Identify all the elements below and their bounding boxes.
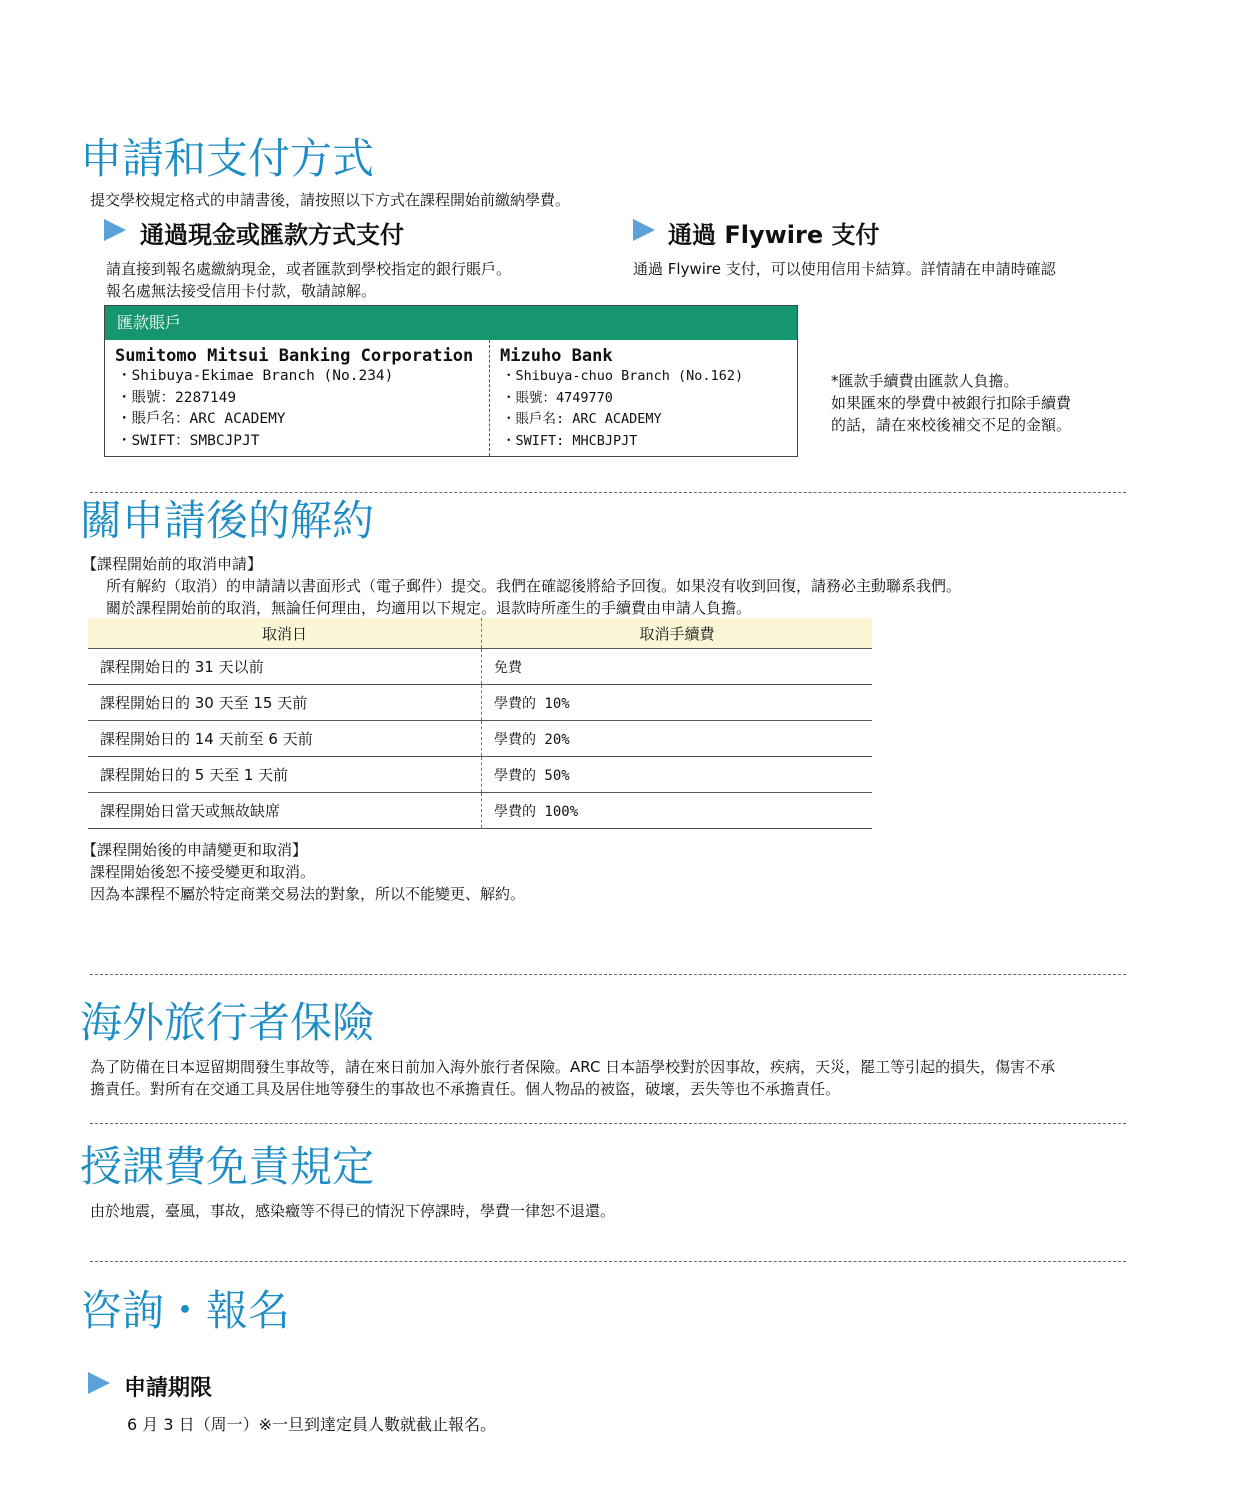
cancel-date-cell: 課程開始日當天或無故缺席	[88, 793, 482, 829]
bank-swift: ・SWIFT: MHCBJPJT	[502, 432, 638, 449]
bank-swift: ・SWIFT：SMBCJPJT	[117, 432, 260, 449]
cancellation-fee-table	[88, 618, 872, 829]
bank-name: Mizuho Bank	[500, 346, 613, 366]
table-row	[88, 721, 872, 757]
cancel-fee-cell: 學費的 50%	[482, 757, 873, 793]
cancel-after-line1: 課程開始後恕不接受變更和取消。	[90, 863, 316, 881]
bank-account-number: ・賬號：2287149	[117, 389, 237, 406]
arrow-icon	[88, 1372, 110, 1394]
cancel-fee-cell: 免費	[482, 649, 873, 685]
inquiry-title: 咨詢・報名	[80, 1286, 291, 1335]
cancel-date-cell: 課程開始日的 31 天以前	[88, 649, 482, 685]
cash-payment-heading: 通過現金或匯款方式支付	[140, 221, 404, 249]
cancel-date-cell: 課程開始日的 5 天至 1 天前	[88, 757, 482, 793]
cancel-before-line1: 所有解約（取消）的申請請以書面形式（電子郵件）提交。我們在確認後將給予回復。如果沒有收到回復，請務必主動聯系我們。	[106, 577, 962, 595]
cancel-before-heading: 【課程開始前的取消申請】	[82, 555, 263, 573]
cancel-fee-cell: 學費的 10%	[482, 685, 873, 721]
insurance-line1: 為了防備在日本逗留期間發生事故等，請在來日前加入海外旅行者保險。ARC 日本語學校對於因事故，疾病，天災，罷工等引起的損失，傷害不承	[90, 1058, 1056, 1076]
exemption-line1: 由於地震，臺風，事故，感染癥等不得已的情況下停課時，學費一律恕不退還。	[90, 1202, 616, 1220]
section-divider	[90, 1123, 1126, 1124]
cancellation-title: 關申請後的解約	[80, 496, 375, 545]
bank-name: Sumitomo Mitsui Banking Corporation	[115, 346, 474, 366]
table-row	[88, 649, 872, 685]
cancel-before-line2: 關於課程開始前的取消，無論任何理由，均適用以下規定。退款時所產生的手續費由申請人負擔。	[106, 599, 752, 617]
table-header-row	[88, 618, 872, 649]
table-header-cancel-fee: 取消手續費	[482, 618, 873, 649]
insurance-line2: 擔責任。對所有在交通工具及居住地等發生的事故也不承擔責任。個人物品的被盜，破壞，丟失等也不承擔責任。	[90, 1080, 841, 1098]
arrow-icon	[633, 219, 655, 241]
payment-intro: 提交學校規定格式的申請書後，請按照以下方式在課程開始前繳納學費。	[90, 191, 571, 209]
section-divider	[90, 492, 1126, 493]
bank-account-name: ・賬戶名：ARC ACADEMY	[117, 411, 286, 427]
bank-box-header: 匯款賬戶	[105, 306, 797, 340]
arrow-icon	[104, 219, 126, 241]
fee-note-line2: 如果匯來的學費中被銀行扣除手續費	[831, 394, 1072, 412]
section-divider	[90, 974, 1126, 975]
bank-mizuho	[489, 340, 797, 456]
payment-title: 申請和支付方式	[80, 134, 375, 183]
table-row	[88, 757, 872, 793]
bank-account-name: ・賬戶名: ARC ACADEMY	[502, 411, 662, 427]
deadline-heading: 申請期限	[124, 1376, 213, 1401]
cash-payment-line1: 請直接到報名處繳納現金，或者匯款到學校指定的銀行賬戶。	[106, 260, 512, 278]
cancel-fee-cell: 學費的 20%	[482, 721, 873, 757]
bank-smbc	[105, 340, 489, 456]
fee-note-line3: 的話，請在來校後補交不足的金額。	[831, 416, 1072, 434]
table-header-cancel-date: 取消日	[88, 618, 482, 649]
cancel-after-line2: 因為本課程不屬於特定商業交易法的對象，所以不能變更、解約。	[90, 885, 526, 903]
cancel-fee-cell: 學費的 100%	[482, 793, 873, 829]
exemption-title: 授課費免責規定	[80, 1142, 375, 1191]
flywire-line1: 通過 Flywire 支付，可以使用信用卡結算。詳情請在申請時確認	[633, 260, 1056, 278]
deadline-text: 6 月 3 日（周一）※一旦到達定員人數就截止報名。	[127, 1415, 497, 1434]
section-divider	[90, 1261, 1126, 1262]
cancel-date-cell: 課程開始日的 14 天前至 6 天前	[88, 721, 482, 757]
bank-account-box	[104, 305, 798, 457]
cancel-date-cell: 課程開始日的 30 天至 15 天前	[88, 685, 482, 721]
cash-payment-line2: 報名處無法接受信用卡付款，敬請諒解。	[106, 282, 377, 300]
table-row	[88, 685, 872, 721]
insurance-title: 海外旅行者保險	[80, 998, 375, 1047]
bank-branch: ・Shibuya-Ekimae Branch (No.234)	[117, 368, 394, 384]
table-row	[88, 793, 872, 829]
fee-note-line1: *匯款手續費由匯款人負擔。	[831, 372, 1019, 390]
bank-branch: ・Shibuya-chuo Branch (No.162)	[502, 368, 744, 384]
flywire-heading: 通過 Flywire 支付	[668, 221, 880, 249]
bank-account-number: ・賬號：4749770	[502, 389, 613, 406]
cancel-after-heading: 【課程開始後的申請變更和取消】	[82, 841, 308, 859]
